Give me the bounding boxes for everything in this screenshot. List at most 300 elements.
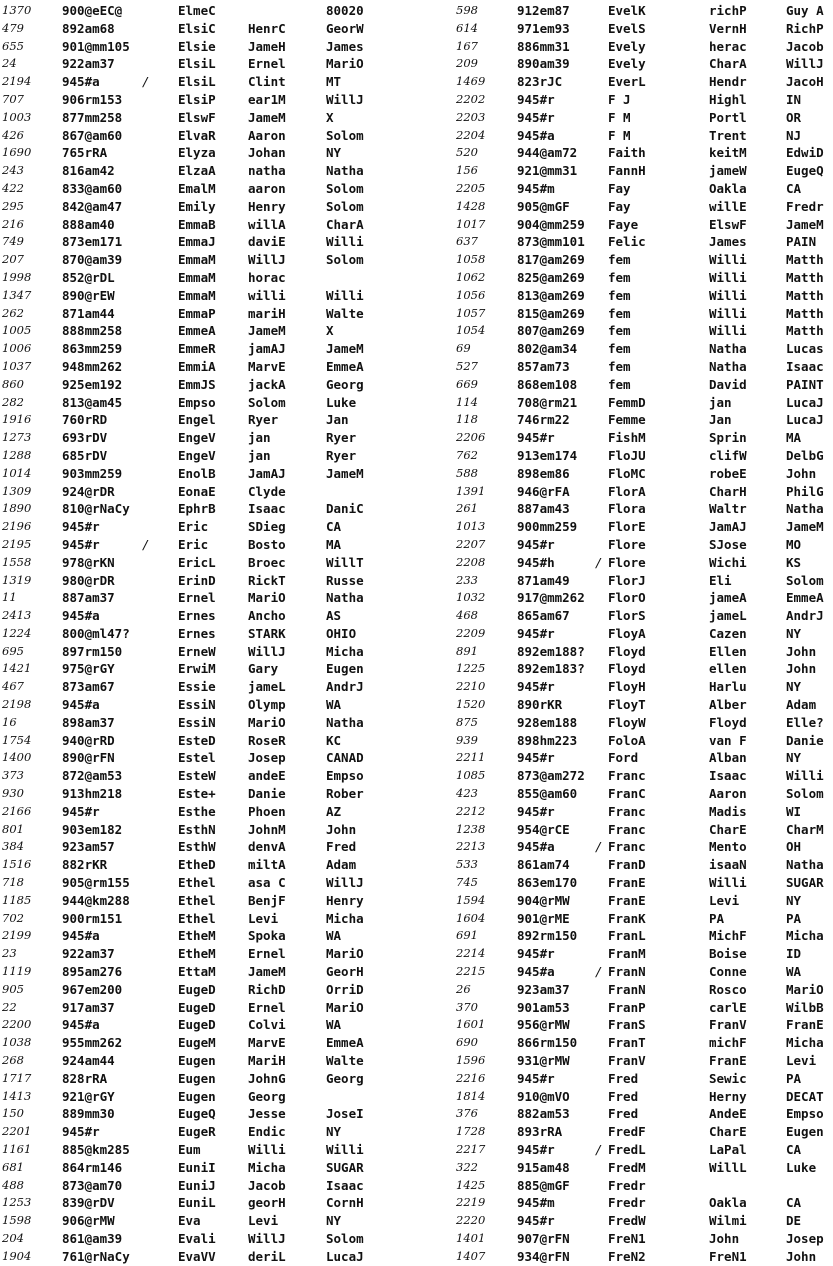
name-field-2: michF [709,1035,747,1051]
name-field-1: FloJU [608,447,646,463]
name-field-2: Madis [709,803,747,819]
name-field-3: Micha [326,643,364,659]
name-field-1: FranP [608,999,646,1015]
record-row [0,874,420,892]
record-code: 800@ml47? [62,625,130,641]
handwritten-number: 1690 [2,145,32,160]
name-field-2: MarvE [248,358,286,374]
record-row [0,678,420,696]
record-row [420,376,833,394]
handwritten-number: 2196 [2,519,32,534]
name-field-3: Levi [786,1053,817,1069]
name-field-1: Fredr [608,1177,646,1193]
name-field-3: Matth [786,305,824,321]
name-field-1: EuniL [178,1195,216,1211]
record-code: 903em182 [62,821,123,837]
record-code: 873@am272 [517,768,585,784]
name-field-1: EsteD [178,732,216,748]
name-field-2: Waltr [709,501,747,517]
name-field-3: JameM [786,216,824,232]
name-field-2: asa C [248,875,286,891]
check-mark: / [595,1142,603,1157]
record-row [420,429,833,447]
name-field-2: SJose [709,536,747,552]
record-row [420,1034,833,1052]
name-field-2: Portl [709,109,747,125]
record-code: 921@mm31 [517,163,578,179]
name-field-3: ID [786,946,802,962]
name-field-3: MA [326,536,342,552]
name-field-3: NY [326,1213,342,1229]
record-row [420,91,833,109]
name-field-3: CA [326,519,342,535]
handwritten-number: 1224 [2,625,32,640]
record-row [420,803,833,821]
name-field-1: ElzaA [178,163,216,179]
name-field-3: Luke [786,1159,817,1175]
handwritten-number: 1225 [456,661,486,676]
record-code: 892rm150 [517,928,578,944]
record-code: 917am37 [62,999,115,1015]
record-row [0,963,420,981]
handwritten-number: 702 [2,910,24,925]
record-code: 882am53 [517,1106,570,1122]
name-field-1: FreN1 [608,1230,646,1246]
record-row [420,838,833,856]
record-code: 842@am47 [62,198,123,214]
name-field-2: JamAJ [709,519,747,535]
record-code: 913hm218 [62,786,123,802]
handwritten-number: 22 [2,999,17,1014]
record-code: 828rRA [62,1070,108,1086]
name-field-1: Empso [178,394,216,410]
handwritten-number: 1400 [2,750,32,765]
name-field-1: Ethel [178,892,216,908]
record-row [0,358,420,376]
handwritten-number: 1598 [2,1213,32,1228]
record-code: 871am44 [62,305,115,321]
name-field-3: GeorW [326,20,364,36]
record-row [0,696,420,714]
name-field-2: Bosto [248,536,286,552]
handwritten-number: 1425 [456,1177,486,1192]
handwritten-number: 1119 [2,964,32,979]
record-code: 898am37 [62,714,115,730]
handwritten-number: 2217 [456,1142,486,1156]
name-field-2: Josep [248,750,286,766]
record-code: 912em87 [517,3,570,18]
handwritten-number: 2194 [2,74,32,89]
handwritten-number: 268 [2,1053,24,1068]
handwritten-number: 1003 [2,109,32,124]
record-row [0,127,420,145]
handwritten-number: 637 [456,234,478,249]
handwritten-number: 1038 [2,1035,32,1050]
handwritten-number: 1013 [456,519,486,534]
name-field-3: AndrJ [326,679,364,695]
name-field-1: Flore [608,536,646,552]
name-field-2: CharH [709,483,747,499]
record-code: 871am49 [517,572,570,588]
check-mark: / [595,554,603,570]
name-field-2: jan [248,430,271,446]
handwritten-number: 1006 [2,341,32,356]
record-code: 906rm153 [62,91,123,107]
name-field-1: ErinD [178,572,216,588]
handwritten-number: 588 [456,465,478,480]
record-code: 946@rFA [517,483,570,499]
record-row [420,287,833,305]
name-field-1: EphrB [178,501,216,517]
name-field-3: LucaJ [326,1248,364,1264]
name-field-2: Henry [248,198,286,214]
handwritten-number: 467 [2,679,24,694]
name-field-3: Willi [326,1142,364,1157]
name-field-2: MariO [248,590,286,606]
name-field-1: FredF [608,1124,646,1140]
name-field-1: EugeM [178,1035,216,1051]
name-field-2: Ernel [248,999,286,1015]
handwritten-number: 373 [2,768,24,783]
record-code: 898hm223 [517,732,578,748]
name-field-2: Ryer [248,412,279,428]
handwritten-number: 69 [456,341,471,356]
record-code: 889mm30 [62,1106,115,1122]
record-row [420,892,833,910]
name-field-3: PA [786,1070,802,1086]
handwritten-number: 1056 [456,287,486,302]
record-code: 906@rMW [62,1213,115,1229]
record-row [0,518,420,536]
record-row [0,180,420,198]
name-field-1: Franc [608,821,646,837]
record-row [420,963,833,981]
record-row [420,251,833,269]
name-field-3: AndrJ [786,608,824,624]
record-code: 945#r [517,536,555,552]
handwritten-number: 2220 [456,1213,486,1228]
name-field-1: Fredr [608,1195,646,1211]
name-field-1: Fred [608,1070,639,1086]
record-code: 861am74 [517,857,570,873]
name-field-1: EmmaM [178,269,216,285]
name-field-3: WillJ [326,875,364,891]
name-field-2: Alber [709,697,747,713]
record-code: 813@am45 [62,394,123,410]
name-field-2: Rosco [709,981,747,997]
name-field-3: CA [786,180,802,196]
handwritten-number: 2211 [456,750,486,765]
handwritten-number: 2215 [456,964,486,979]
name-field-1: EmmeA [178,323,216,339]
name-field-3: MariO [326,946,364,962]
name-field-2: Micha [248,1159,286,1175]
name-field-1: FloyT [608,697,646,713]
name-field-2: WillL [709,1159,747,1175]
name-field-3: Micha [786,928,824,944]
name-field-1: EugeD [178,999,216,1015]
record-row [420,749,833,767]
name-field-3: WA [326,928,342,944]
handwritten-number: 370 [456,999,478,1014]
handwritten-number: 261 [456,501,478,516]
name-field-3: CharA [326,216,364,232]
name-field-1: EonaE [178,483,216,499]
name-field-1: Essie [178,679,216,695]
name-field-1: ErwiM [178,661,216,677]
record-row [0,109,420,127]
handwritten-number: 479 [2,20,24,35]
name-field-3: Matth [786,269,824,285]
name-field-3: 80020 [326,3,364,18]
record-code: 898em86 [517,465,570,481]
name-field-2: HenrC [248,20,286,36]
name-field-2: JameH [248,38,286,54]
record-code: 885@mGF [517,1177,570,1193]
name-field-2: Highl [709,91,747,107]
record-row [0,340,420,358]
name-field-1: EugeD [178,981,216,997]
handwritten-number: 1238 [456,821,486,836]
name-field-2: Johan [248,145,286,161]
name-field-3: LucaJ [786,394,824,410]
name-field-2: willE [709,198,747,214]
record-code: 901@mm105 [62,38,130,54]
record-code: 868em108 [517,376,578,392]
handwritten-number: 2166 [2,803,32,818]
handwritten-number: 422 [2,180,24,195]
record-row [0,483,420,501]
record-code: 890@rFN [62,750,115,766]
record-code: 925em192 [62,376,123,392]
name-field-1: EtheM [178,928,216,944]
handwritten-number: 695 [2,643,24,658]
handwritten-number: 1309 [2,483,32,498]
handwritten-number: 891 [456,643,478,658]
name-field-1: Eva [178,1213,201,1229]
name-field-3: Willi [326,234,364,250]
name-field-1: FranM [608,946,646,962]
record-row [0,1123,420,1141]
name-field-2: Willi [248,1142,286,1157]
record-row [0,465,420,483]
record-code: 945#r [517,750,555,766]
handwritten-number: 216 [2,216,24,231]
name-field-2: denvA [248,839,286,855]
name-field-3: Georg [326,1070,364,1086]
record-row [420,20,833,38]
name-field-3: Danie [786,732,824,748]
name-field-1: FranN [608,964,646,980]
record-row [420,394,833,412]
name-field-2: Boise [709,946,747,962]
handwritten-number: 1814 [456,1088,486,1103]
handwritten-number: 2216 [456,1070,486,1085]
record-code: 887am43 [517,501,570,517]
name-field-1: Fred [608,1106,639,1122]
name-field-3: SUGAR [786,875,824,891]
record-row [0,572,420,590]
record-row [0,607,420,625]
handwritten-number: 207 [2,252,24,267]
record-row [420,554,833,572]
record-row [420,465,833,483]
record-row [420,643,833,661]
name-field-3: Fred [326,839,357,855]
name-field-1: EsteW [178,768,216,784]
handwritten-number: 167 [456,38,478,53]
record-row [0,856,420,874]
name-field-3: MT [326,74,342,90]
name-field-1: EmmiA [178,358,216,374]
handwritten-number: 2210 [456,679,486,694]
handwritten-number: 1161 [2,1142,32,1156]
name-field-1: Ford [608,750,639,766]
record-code: 975@rGY [62,661,115,677]
name-field-1: Flore [608,554,646,570]
name-field-3: Isaac [786,358,824,374]
name-field-1: ElsiL [178,74,216,90]
record-code: 945#r [62,536,100,552]
handwritten-number: 533 [456,857,478,872]
name-field-3: CharM [786,821,824,837]
handwritten-number: 376 [456,1106,478,1121]
record-code: 922am37 [62,946,115,962]
handwritten-number: 707 [2,91,24,106]
handwritten-number: 1273 [2,430,32,445]
name-field-3: OH [786,839,802,855]
name-field-2: Mento [709,839,747,855]
name-field-3: CA [786,1142,802,1157]
name-field-3: James [326,38,364,54]
handwritten-number: 2200 [2,1017,32,1032]
name-field-2: RichD [248,981,286,997]
handwritten-number: 1413 [2,1088,32,1103]
name-field-3: LucaJ [786,412,824,428]
name-field-3: Eugen [326,661,364,677]
name-field-2: Natha [709,341,747,357]
record-code: 945#a [62,697,100,713]
handwritten-number: 939 [456,732,478,747]
record-row [0,1141,420,1159]
name-field-1: FranK [608,910,646,926]
handwritten-number: 156 [456,163,478,178]
record-row [0,91,420,109]
record-row [0,233,420,251]
name-field-1: EverL [608,74,646,90]
record-row [420,269,833,287]
name-field-3: Matth [786,287,824,303]
name-field-1: fem [608,323,631,339]
record-code: 905@mGF [517,198,570,214]
name-field-3: CornH [326,1195,364,1211]
name-field-3: Willi [326,287,364,303]
record-row [420,411,833,429]
record-row [420,1248,833,1266]
name-field-1: EtheM [178,946,216,962]
name-field-2: Willi [709,287,747,303]
name-field-1: Eugen [178,1053,216,1069]
handwritten-number: 1407 [456,1248,486,1263]
name-field-2: Sewic [709,1070,747,1086]
record-row [420,1177,833,1195]
name-field-3: NY [786,750,802,766]
record-row [0,732,420,750]
record-code: 708@rm21 [517,394,578,410]
record-row [420,821,833,839]
record-row [420,981,833,999]
name-field-3: EmmeA [326,358,364,374]
name-field-3: NY [786,679,802,695]
record-row [420,55,833,73]
record-row [0,1034,420,1052]
name-field-1: Ernes [178,625,216,641]
record-row [0,1052,420,1070]
name-field-2: jackA [248,376,286,392]
record-code: 861@am39 [62,1230,123,1246]
name-field-3: IN [786,91,802,107]
record-code: 945#r [517,1213,555,1229]
record-code: 956@rMW [517,1017,570,1033]
name-field-1: Fay [608,180,631,196]
name-field-3: Walte [326,305,364,321]
handwritten-number: 1754 [2,732,32,747]
name-field-3: John [786,1248,817,1264]
name-field-1: FranE [608,875,646,891]
name-field-3: Russe [326,572,364,588]
name-field-2: Herny [709,1088,747,1104]
record-row [420,1088,833,1106]
record-row [0,1194,420,1212]
record-row [420,767,833,785]
name-field-2: Floyd [709,714,747,730]
record-code: 944@am72 [517,145,578,161]
name-field-3: MariO [326,999,364,1015]
handwritten-number: 1319 [2,572,32,587]
name-field-3: Solom [326,1230,364,1246]
record-row [0,1212,420,1230]
handwritten-number: 468 [456,608,478,623]
name-field-1: EvaVV [178,1248,216,1264]
record-row [0,55,420,73]
name-field-2: VernH [709,20,747,36]
record-code: 890am39 [517,56,570,72]
handwritten-number: 1428 [456,198,486,213]
name-field-3: Natha [326,163,364,179]
record-row [420,1212,833,1230]
name-field-1: FlorS [608,608,646,624]
record-code: 907@rFN [517,1230,570,1246]
name-field-1: Elsie [178,38,216,54]
name-field-1: ElvaR [178,127,216,143]
handwritten-number: 1469 [456,74,486,89]
handwritten-number: 1916 [2,412,32,427]
name-field-2: FranV [709,1017,747,1033]
record-code: 761@rNaCy [62,1248,130,1264]
record-row [420,340,833,358]
name-field-2: Spoka [248,928,286,944]
name-field-2: WillJ [248,1230,286,1246]
record-code: 833@am60 [62,180,123,196]
name-field-3: DelbG [786,447,824,463]
record-row [420,447,833,465]
name-field-2: Willi [709,305,747,321]
name-field-1: Eum [178,1142,201,1157]
name-field-2: Jan [709,412,732,428]
name-field-1: Esthe [178,803,216,819]
record-code: 873@mm101 [517,234,585,250]
name-field-3: EmmeA [326,1035,364,1051]
